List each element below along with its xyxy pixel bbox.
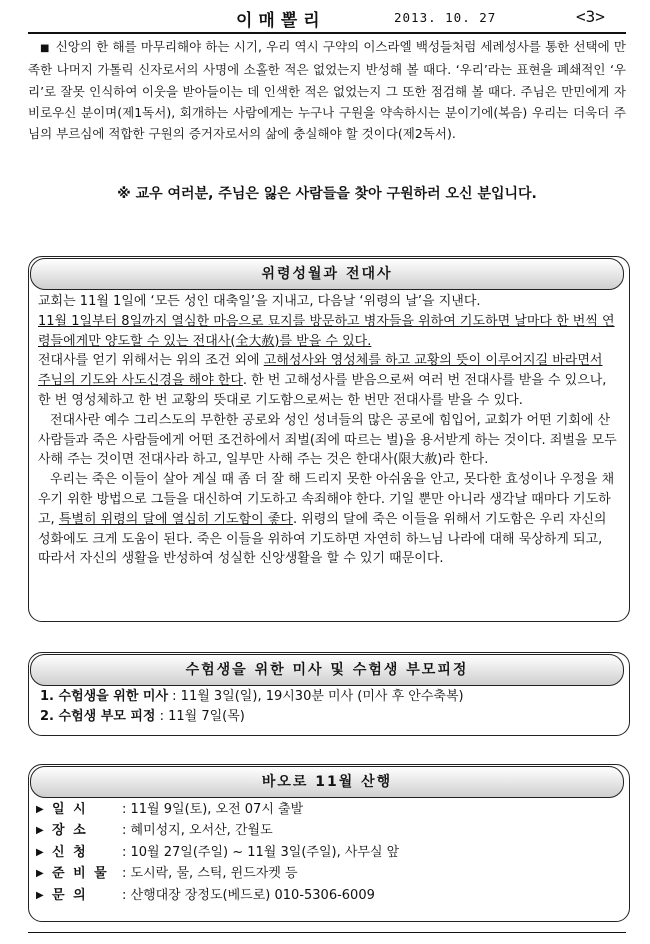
hiking-section-title: 바오로 11월 산행: [30, 766, 624, 798]
item-value: : 11월 3일(일), 19시30분 미사 (미사 후 안수축복): [168, 689, 464, 704]
row-key: 준 비 물: [52, 866, 109, 882]
hiking-details: [36, 799, 606, 906]
exam-mass-list: [40, 687, 610, 727]
intro-paragraph: [28, 36, 626, 144]
paragraph-2-end: . 한 번 고해성사를 받음으로써 여러 번 전대사를 받을 수 있으나, 한 번 영성체하고 한 번 교황의 뜻대로 기도함으로써는 한 번만 전대사를 받을 수 있다.: [38, 373, 607, 408]
paragraph-3: 전대사란 예수 그리스도의 무한한 공로와 성인 성녀들의 많은 공로에 힘입어, 교회가 어떤 기회에 산 사람들과 죽은 사람들에게 어떤 조건하에서 죄벌(죄에 따르는 벌)을 용서받게 하는 것이다. 죄벌을 모두 사해 주는 것이면 전대사라 하고, 일부만 사해 주는 것은 한대사(限大赦)라 한다.: [38, 412, 617, 468]
page-number: <3>: [576, 7, 605, 26]
paragraph-1b: 11월 1일부터 8일까지 열심한 마음으로 묘지를 방문하고 병자들을 위하여 기도하면 날마다 한 번씩 연령들에게만 양도할 수 있는 전대사(全大赦)를 받을 수 있다.: [38, 313, 615, 349]
row-value: : 10월 27일(주일) ~ 11월 3일(주일), 사무실 앞: [122, 844, 400, 860]
item-label: 2. 수험생 부모 피정: [40, 709, 156, 724]
paragraph-1a: 교회는 11월 1일에 ‘모든 성인 대축일’을 지내고, 다음날 ‘위령의 날’을 지낸다.: [38, 294, 481, 309]
emphasis-line: ※ 교우 여러분, 주님은 잃은 사람들을 찾아 구원하러 오신 분입니다.: [117, 186, 537, 202]
triangle-bullet-icon: ▶: [36, 804, 44, 815]
paragraph-2-start: 전대사를 얻기 위해서는 위의 조건 외에: [38, 353, 264, 369]
paragraph-4-underlined: 특별히 위령의 달에 열심히 기도함이 좋다: [58, 511, 293, 527]
paragraph-4-end: . 위령의 달에 죽은 이들을 위해서 기도함은 우리 자신의 성화에도 크게 도움이 된다. 죽은 이들을 위하여 기도하면 자연히 하느님 나라에 대해 묵상하게 되고, 따라서 자신의 생활을 반성하여 성실한 신앙생활을 할 수 있기 때문이다.: [38, 511, 607, 567]
list-item: [36, 820, 606, 841]
row-value: : 11월 9일(토), 오전 07시 출발: [122, 802, 304, 817]
list-item: [36, 863, 606, 884]
indulgence-section-body: [38, 292, 618, 569]
row-key: 장 소: [52, 823, 88, 839]
list-item: [36, 842, 606, 863]
triangle-bullet-icon: ▶: [36, 868, 44, 880]
paragraph-2-underlined: 고해성사와 영성체를 하고 교황의 뜻이 이루어지길 바라면서 주님의 기도와 사도신경을 해야 한다: [38, 353, 603, 389]
bulletin-name: 이매뽈리: [236, 11, 326, 31]
footer-rule: [28, 932, 626, 933]
triangle-bullet-icon: ▶: [36, 846, 44, 858]
paragraph-4: [38, 470, 618, 569]
exam-mass-section-title: 수험생을 위한 미사 및 수험생 부모피정: [30, 654, 624, 686]
page-header: [28, 6, 626, 34]
row-value: : 산행대장 장정도(베드로) 010-5306-6009: [122, 887, 375, 903]
triangle-bullet-icon: ▶: [36, 825, 44, 837]
row-key: 문 의: [52, 887, 88, 903]
list-item: [36, 885, 606, 906]
item-label: 1. 수험생을 위한 미사: [40, 689, 169, 704]
row-key: 일 시: [52, 802, 88, 817]
triangle-bullet-icon: ▶: [36, 889, 44, 901]
list-item: [40, 687, 610, 707]
indulgence-section-title: 위령성월과 전대사: [30, 258, 624, 290]
list-item: [36, 799, 606, 820]
issue-date: 2013. 10. 27: [394, 10, 497, 25]
paragraph-2: [38, 351, 618, 410]
row-value: : 혜미성지, 오서산, 간월도: [122, 823, 273, 839]
list-item: [40, 707, 610, 727]
item-value: : 11월 7일(목): [155, 709, 245, 724]
square-bullet-icon: ■: [40, 43, 50, 54]
paragraph-4-start: 우리는 죽은 이들이 살아 계실 때 좀 더 잘 해 드리지 못한 아쉬움을 안고, 못다한 효성이나 우정을 채우기 위한 방법으로 그들을 대신하여 기도하고 속죄해야 한다. 기일 뿐만 아니라 생각날 때마다 기도하고,: [38, 472, 615, 527]
row-value: : 도시락, 물, 스틱, 윈드자켓 등: [122, 866, 298, 882]
row-key: 신 청: [52, 844, 88, 860]
intro-text: 신앙의 한 해를 마무리해야 하는 시기, 우리 역시 구약의 이스라엘 백성들처럼 세례성사를 통한 선택에 만족한 나머지 가톨릭 신자로서의 사명에 소홀한 적은 없었는지 반성해 볼 때다. ‘우리’라는 표현을 폐쇄적인 ‘우리’로 잘못 인식하여 이웃을 받아들이는 데 인색한 적은 없었는지 그 또한 점검해 볼 때다. 주님은 만민에게 자비로우신 분이며(제1독서), 회개하는 사람에게는 누구나 구원을 약속하시는 분이기에(복음) 우리는 더욱더 주님의 부르심에 적합한 구원의 증거자로서의 삶에 충실해야 할 것이다(제2독서).: [28, 39, 626, 142]
